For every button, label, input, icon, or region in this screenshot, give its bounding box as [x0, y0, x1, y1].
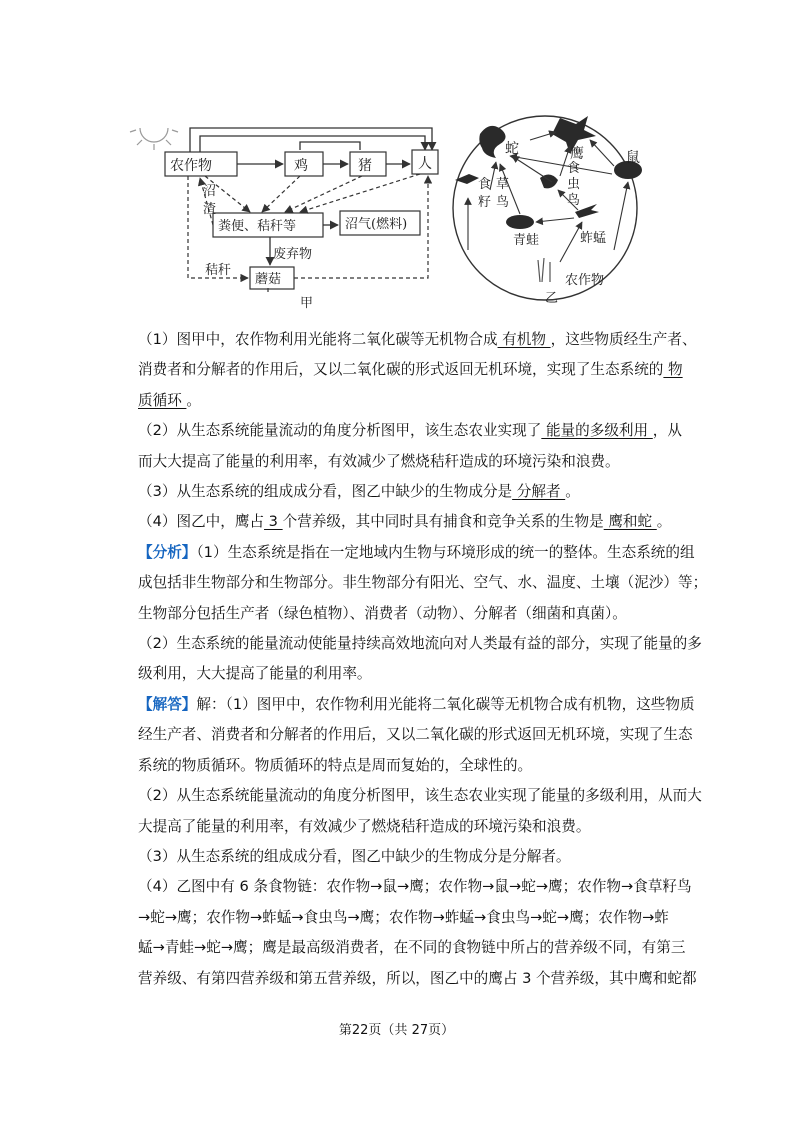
- q3-text-tail: 。: [565, 483, 580, 501]
- grass-bird-label-4: 鸟: [496, 195, 510, 210]
- grass-bird-label-3: 籽: [478, 195, 492, 210]
- diagram-yi: [453, 116, 642, 306]
- frog-icon: [506, 215, 534, 229]
- answer-line-3: 系统的物质循环。物质循环的特点是周而复始的，全球性的。: [138, 756, 533, 774]
- answer-line-5: 大提高了能量的利用率，有效减少了燃烧秸秆造成的环境污染和浪费。: [138, 817, 591, 835]
- q4-answer-levels: 3: [264, 513, 283, 531]
- manure-label: 粪便、秸秆等: [218, 219, 297, 234]
- answer-line-6: （3）从生态系统的组成成分看，图乙中缺少的生物成分是分解者。: [138, 847, 571, 865]
- crops-label: 农作物: [170, 158, 212, 174]
- snake-label: 蛇: [505, 141, 519, 157]
- analysis-text-1: （1）生态系统是指在一定地域内生物与环境形成的统一的整体。生态系统的组: [196, 543, 695, 561]
- crops-label-yi: 农作物: [565, 273, 605, 288]
- q4-line: [138, 507, 673, 537]
- insect-bird-label-3: 鸟: [567, 193, 581, 208]
- analysis-line-4: （2）生态系统的能量流动使能量持续高效地流向对人类最有益的部分，实现了能量的多: [138, 635, 702, 653]
- analysis-line-5: 级利用，大大提高了能量的利用率。: [138, 665, 372, 683]
- caption-jia: 甲: [300, 296, 314, 311]
- q3-line: [138, 477, 673, 507]
- answer-line-4: （2）从生态系统能量流动的角度分析图甲，该生态农业实现了能量的多级利用，从而大: [138, 787, 702, 805]
- answer-line-1: [138, 690, 695, 720]
- q4-answer-organisms: 鹰和蛇: [603, 513, 657, 531]
- document-body: [138, 325, 708, 994]
- q1-text-tail: ，这些物质经生产者、: [550, 331, 697, 348]
- insect-bird-label-2: 虫: [567, 177, 581, 192]
- snake-icon: [479, 126, 505, 158]
- q2-text: （2）从生态系统能量流动的角度分析图甲，该生态农业实现了: [138, 422, 542, 440]
- mushroom-label: 蘑菇: [255, 272, 282, 287]
- grass-bird-label-1: 食: [478, 177, 492, 192]
- figure-diagrams: [0, 100, 793, 315]
- answer-line-10: 营养级、有第四营养级和第五营养级，所以，图乙中的鹰占 3 个营养级，其中鹰和蛇都: [138, 969, 697, 987]
- grass-bird-label-2: 草: [496, 177, 510, 192]
- pig-label: 猪: [358, 158, 372, 174]
- page-footer: 第22页（共 27页）: [338, 1023, 455, 1038]
- answer-line-9: 蜢→青蛙→蛇→鹰；鹰是最高级消费者，在不同的食物链中所占的营养级不同，有第三: [138, 939, 686, 957]
- analysis-line-2: 成包括非生物部分和生物部分。非生物部分有阳光、空气、水、温度、土壤（泥沙）等；: [138, 574, 708, 592]
- q2-text-tail: ，从: [652, 422, 682, 440]
- q3-text: （3）从生态系统的组成成分看，图乙中缺少的生物成分是: [138, 483, 513, 501]
- sun-icon: [130, 128, 178, 150]
- diagram-jia: [130, 128, 438, 311]
- crops-plant-icon: [538, 258, 550, 282]
- eagle-label: 鹰: [570, 146, 584, 162]
- q1-line-1: [138, 325, 697, 355]
- analysis-line-1: [138, 538, 695, 568]
- q1-answer-cycle-b: 质循环: [138, 391, 187, 409]
- mouse-label: 鼠: [626, 150, 640, 166]
- q1-text-3: 。: [186, 391, 202, 409]
- answer-line-8: →蛇→鹰；农作物→蚱蜢→食虫鸟→鹰；农作物→蚱蜢→食虫鸟→蛇→鹰；农作物→蚱: [138, 908, 669, 926]
- caption-yi: 乙: [545, 291, 559, 306]
- q1-answer-organic: 有机物: [497, 331, 551, 348]
- q1-line-2: [138, 355, 683, 385]
- answer-line-7: （4）乙图中有 6 条食物链：农作物→鼠→鹰；农作物→鼠→蛇→鹰；农作物→食草籽鸟: [138, 878, 692, 896]
- chicken-label: 鸡: [294, 158, 308, 174]
- waste-label: 废弃物: [273, 247, 313, 262]
- analysis-line-3: 生物部分包括生产者（绿色植物）、消费者（动物）、分解者（细菌和真菌）。: [138, 604, 627, 622]
- straw-label: 秸秆: [205, 263, 232, 278]
- answer-line-2: 经生产者、消费者和分解者的作用后，又以二氧化碳的形式返回无机环境，实现了生态: [138, 726, 693, 744]
- q1-answer-cycle-a: 物: [663, 361, 683, 379]
- q1-line-3: [138, 386, 673, 416]
- frog-label: 青蛙: [513, 233, 540, 248]
- locust-label: 蚱蜢: [580, 231, 607, 246]
- biogas-label: 沼气(燃料): [345, 217, 408, 232]
- q2-line-1: [138, 416, 682, 446]
- q1-text-2: 消费者和分解者的作用后，又以二氧化碳的形式返回无机环境，实现了生态系统的: [138, 361, 664, 379]
- human-label: 人: [418, 156, 432, 172]
- q2-answer: 能量的多级利用: [541, 422, 653, 440]
- q3-answer: 分解者: [512, 483, 566, 501]
- q1-text: （1）图甲中，农作物利用光能将二氧化碳等无机物合成: [138, 331, 498, 348]
- residue-label-1: 沼: [203, 184, 217, 199]
- insect-bird-label-1: 食: [567, 161, 581, 176]
- q2-line-2: 而大大提高了能量的利用率，有效减少了燃烧秸秆造成的环境污染和浪费。: [138, 452, 620, 470]
- q4-text-tail: 。: [656, 513, 672, 531]
- answer-tag: 【解答】: [138, 695, 197, 713]
- residue-label-2: 渣: [203, 202, 217, 217]
- answer-text-1: 解：（1）图甲中，农作物利用光能将二氧化碳等无机物合成有机物，这些物质: [196, 695, 695, 713]
- q4-text: （4）图乙中，鹰占: [138, 513, 265, 531]
- q4-text-mid: 个营养级，其中同时具有捕食和竞争关系的生物是: [282, 513, 604, 531]
- analysis-tag: 【分析】: [138, 543, 197, 561]
